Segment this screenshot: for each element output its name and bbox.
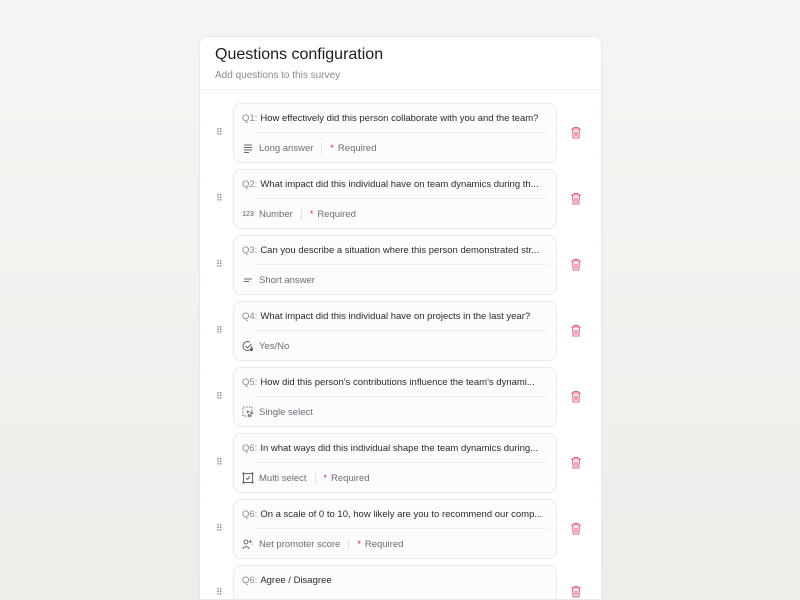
question-card[interactable] (233, 169, 557, 229)
question-card[interactable] (233, 367, 557, 427)
divider (256, 396, 548, 397)
question-item (200, 235, 601, 295)
required-label[interactable]: Required (331, 472, 370, 484)
question-text[interactable] (242, 575, 548, 586)
question-card[interactable] (233, 103, 557, 163)
question-card[interactable] (233, 433, 557, 493)
question-number: Q1: (242, 113, 258, 124)
trash-icon (570, 456, 582, 473)
required-label[interactable]: Required (364, 538, 404, 550)
question-card[interactable] (233, 499, 557, 559)
number-icon (242, 208, 254, 220)
drag-handle-icon[interactable]: ⠿ (216, 523, 223, 533)
question-text[interactable] (242, 113, 548, 124)
trash-icon (570, 126, 582, 143)
trash-icon (570, 522, 582, 539)
delete-question-button[interactable] (570, 126, 582, 139)
question-card[interactable] (233, 301, 557, 361)
question-text[interactable] (242, 443, 548, 454)
divider (256, 462, 548, 463)
drag-handle-icon[interactable]: ⠿ (216, 587, 223, 597)
question-meta (242, 274, 315, 286)
question-label: What impact did this individual have on projects in the last year? (260, 311, 531, 322)
required-asterisk: * (323, 473, 328, 483)
trash-icon (570, 390, 582, 407)
question-card[interactable] (233, 235, 557, 295)
page-title: Questions configuration (215, 46, 384, 63)
question-number: Q5: (242, 377, 258, 388)
questions-panel (199, 36, 602, 599)
divider (301, 209, 302, 220)
question-number: Q2: (242, 179, 258, 190)
question-meta (242, 142, 376, 154)
divider (256, 198, 548, 199)
panel-header (200, 37, 601, 90)
required-label[interactable]: Required (337, 142, 377, 154)
question-text[interactable] (242, 179, 548, 190)
long-answer-icon (242, 142, 254, 154)
question-item (200, 301, 601, 361)
question-meta (242, 340, 289, 352)
question-number: Q6: (242, 575, 258, 586)
question-type[interactable]: Long answer (259, 142, 314, 154)
question-label: Agree / Disagree (260, 575, 332, 586)
drag-handle-icon[interactable]: ⠿ (216, 127, 223, 137)
question-meta (242, 406, 313, 418)
page-subtitle: Add questions to this survey (215, 70, 341, 81)
question-number: Q6: (242, 509, 258, 520)
question-label: What impact did this individual have on team dynamics during th... (260, 179, 539, 190)
question-meta (242, 472, 370, 484)
multi-select-icon (242, 472, 254, 484)
drag-handle-icon[interactable]: ⠿ (216, 457, 223, 467)
divider (348, 539, 349, 550)
question-meta (242, 538, 403, 550)
question-type[interactable]: Single select (259, 406, 313, 418)
delete-question-button[interactable] (570, 324, 582, 337)
required-asterisk: * (330, 143, 334, 153)
divider (256, 330, 548, 331)
delete-question-button[interactable] (570, 522, 582, 535)
delete-question-button[interactable] (570, 258, 582, 271)
divider (256, 528, 548, 529)
delete-question-button[interactable] (570, 390, 582, 403)
required-label[interactable]: Required (317, 208, 356, 220)
question-item (200, 499, 601, 559)
question-item (200, 169, 601, 229)
question-label: How did this person's contributions influence the team's dynami... (260, 377, 535, 388)
divider (321, 143, 322, 154)
question-label: How effectively did this person collaborate with you and the team? (260, 113, 539, 124)
question-label: On a scale of 0 to 10, how likely are you to recommend our comp... (260, 509, 543, 520)
delete-question-button[interactable] (570, 192, 582, 205)
single-select-icon (242, 406, 254, 418)
required-asterisk: * (309, 209, 314, 219)
trash-icon (570, 192, 582, 209)
question-item (200, 433, 601, 493)
question-text[interactable] (242, 509, 548, 520)
drag-handle-icon[interactable]: ⠿ (216, 325, 223, 335)
question-type[interactable]: Number (259, 208, 293, 220)
trash-icon (570, 324, 582, 341)
nps-icon (242, 538, 254, 550)
required-asterisk: * (357, 539, 361, 549)
delete-question-button[interactable] (570, 456, 582, 469)
divider (315, 473, 316, 484)
question-number: Q6: (242, 443, 258, 454)
number-glyph: 123 (242, 210, 254, 218)
question-item (200, 565, 601, 599)
divider (256, 264, 548, 265)
question-type[interactable]: Net promoter score (259, 538, 341, 550)
question-text[interactable] (242, 245, 548, 256)
question-text[interactable] (242, 311, 548, 322)
question-item (200, 367, 601, 427)
drag-handle-icon[interactable]: ⠿ (216, 391, 223, 401)
question-type[interactable]: Yes/No (259, 340, 290, 352)
question-label: In what ways did this individual shape the team dynamics during... (260, 443, 539, 454)
short-answer-icon (242, 274, 254, 286)
question-number: Q4: (242, 311, 258, 322)
drag-handle-icon[interactable]: ⠿ (216, 193, 223, 203)
divider (256, 132, 548, 133)
question-type[interactable]: Multi select (259, 472, 307, 484)
trash-icon (570, 258, 582, 275)
drag-handle-icon[interactable]: ⠿ (216, 259, 223, 269)
question-label: Can you describe a situation where this person demonstrated str... (260, 245, 540, 256)
question-number: Q3: (242, 245, 258, 256)
question-text[interactable] (242, 377, 548, 388)
question-item (200, 103, 601, 163)
question-type[interactable]: Short answer (259, 274, 315, 286)
trash-icon (570, 585, 582, 600)
yes-no-icon (242, 340, 254, 352)
question-meta (242, 208, 356, 220)
delete-question-button[interactable] (570, 585, 582, 598)
question-card[interactable] (233, 565, 557, 599)
